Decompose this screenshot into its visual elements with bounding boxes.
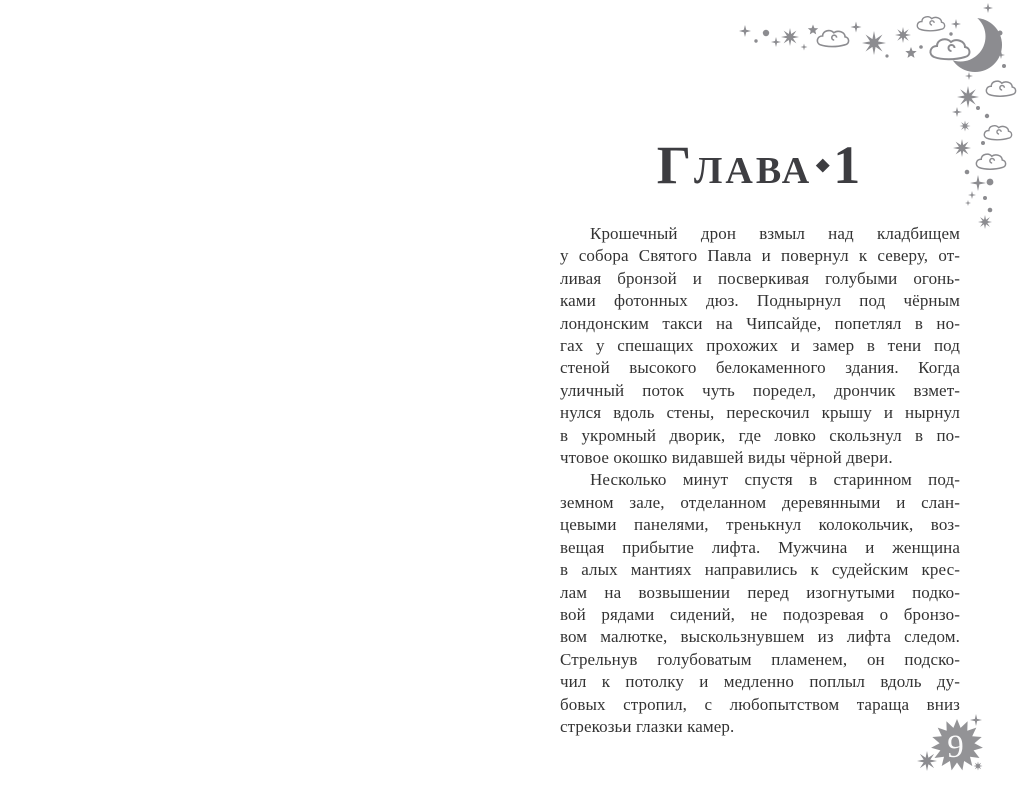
star-icon <box>970 175 986 191</box>
star-icon <box>983 3 993 13</box>
text-line: вом малютке, выскользнувшем из лифта следом. <box>560 627 960 647</box>
text-line: гах у спешащих прохожих и замер в тени под <box>560 336 960 356</box>
text-line: в алых мантиях направились к судейским крес- <box>560 560 960 580</box>
text-line: стеной высокого белокаменного здания. Когда <box>560 358 960 378</box>
star-trail <box>952 72 1016 229</box>
star-icon <box>960 121 971 132</box>
text-line: нулся вдоль стены, перескочил крышу и нырнул <box>560 403 960 423</box>
cloud-icon <box>976 154 1005 169</box>
text-line: цевыми панелями, тренькнул колокольчик, воз- <box>560 515 960 535</box>
dot-icon <box>985 114 989 118</box>
text-line: стрекозьи глазки камер. <box>560 716 735 736</box>
text-line: Несколько минут спустя в старинном под- <box>590 470 960 490</box>
text-line: ливая бронзой и посверкивая голубыми огонь- <box>560 268 960 288</box>
star-icon <box>965 72 973 80</box>
dot-icon <box>1002 64 1006 68</box>
dot-icon <box>987 179 994 186</box>
chapter-heading <box>560 134 960 196</box>
text-line: уличный поток чуть поредел, дрончик взмет- <box>560 380 960 400</box>
star-icon <box>978 215 992 229</box>
star-icon <box>905 47 916 58</box>
star-icon <box>965 200 971 206</box>
star-icon <box>862 31 886 55</box>
cloud-icon <box>986 81 1015 96</box>
page-number-badge <box>898 702 1018 792</box>
dot-icon <box>885 54 888 57</box>
text-line: земном зале, отделанном деревянными и слан- <box>560 492 960 512</box>
paragraph-2 <box>560 469 960 738</box>
dot-icon <box>919 45 923 49</box>
text-line: Крошечный дрон взмыл над кладбищем <box>590 224 960 243</box>
text-line: чил к потолку и медленно поплыл вдоль ду- <box>560 672 960 692</box>
text-line: у собора Святого Павла и повернул к северу, от- <box>560 246 960 266</box>
cloud-icon <box>917 17 944 31</box>
text-line: лондонским такси на Чипсайде, попетлял в но- <box>560 313 960 333</box>
star-icon <box>808 25 818 35</box>
dot-icon <box>763 30 769 36</box>
chapter-number: 1 <box>833 135 864 195</box>
text-line: чтовое окошко видавшей виды чёрной двери. <box>560 448 893 468</box>
star-icon <box>895 27 911 43</box>
star-icon <box>957 86 979 108</box>
text-line: вещая прибытие лифта. Мужчина и женщина <box>560 537 960 557</box>
dot-icon <box>998 31 1003 36</box>
star-icon <box>952 107 962 117</box>
star-icon <box>739 25 751 37</box>
star-icon <box>968 191 976 199</box>
star-icon <box>771 37 781 47</box>
star-icon <box>970 714 982 726</box>
star-icon <box>781 28 799 46</box>
text-line: ками фотонных дюз. Поднырнул под чёрным <box>560 291 960 311</box>
text-line: Стрельнув голубоватым пламенем, он подско- <box>560 649 960 669</box>
star-icon <box>851 22 862 33</box>
diamond-separator-icon: ◆ <box>816 155 830 174</box>
page-number: 9 <box>947 729 964 765</box>
dot-icon <box>983 196 987 200</box>
star-icon <box>917 751 937 771</box>
dot-icon <box>754 39 757 42</box>
corner-decoration <box>724 0 1024 240</box>
cloud-icon <box>984 126 1011 140</box>
dot-icon <box>976 106 980 110</box>
star-icon <box>801 44 808 51</box>
text-line: в укромный дворик, где ловко скользнул в по- <box>560 425 960 445</box>
text-column <box>560 223 960 738</box>
chapter-word: Глава <box>656 135 813 195</box>
cloud-icon <box>817 31 848 47</box>
paragraph-1 <box>560 223 960 469</box>
dot-icon <box>981 141 985 145</box>
text-line: вой рядами сидений, не подозревая о бронзо- <box>560 604 960 624</box>
star-icon <box>974 762 983 771</box>
text-line: лам на возвышении перед изогнутыми подко- <box>560 582 960 602</box>
dot-icon <box>988 208 993 213</box>
text-line: бовых стропил, с любопытством тараща вниз <box>560 694 960 714</box>
dot-icon <box>965 170 970 175</box>
dot-icon <box>949 32 952 35</box>
